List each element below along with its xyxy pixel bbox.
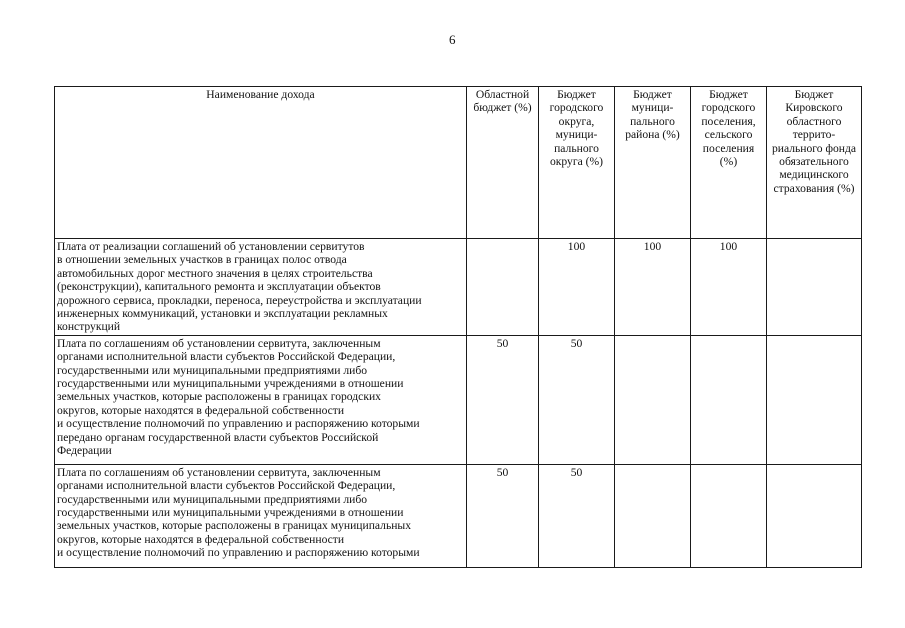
regional-share-cell <box>467 239 539 336</box>
header-town-budget: Бюджет городского поселения, сельского поселения (%) <box>691 87 767 239</box>
header-insurance-fund-budget: Бюджет Кировского областного террито-риального фонда обязательного медицинского страхования (%) <box>767 87 862 239</box>
town-share-cell <box>691 464 767 567</box>
regional-share-cell: 50 <box>467 335 539 464</box>
municipal-share-cell: 100 <box>615 239 691 336</box>
header-municipal-budget: Бюджет муници-пального района (%) <box>615 87 691 239</box>
header-city-budget: Бюджет городского округа, муници-пального округа (%) <box>539 87 615 239</box>
header-regional-budget: Областной бюджет (%) <box>467 87 539 239</box>
fund-share-cell <box>767 464 862 567</box>
header-revenue-name: Наименование дохода <box>55 87 467 239</box>
town-share-cell <box>691 335 767 464</box>
city-share-cell: 50 <box>539 335 615 464</box>
page-number: 6 <box>449 32 456 47</box>
table-row <box>55 335 862 464</box>
table-row <box>55 464 862 567</box>
city-share-cell: 100 <box>539 239 615 336</box>
municipal-share-cell <box>615 335 691 464</box>
revenue-distribution-table <box>54 86 862 568</box>
table-header-row <box>55 87 862 239</box>
town-share-cell: 100 <box>691 239 767 336</box>
regional-share-cell: 50 <box>467 464 539 567</box>
revenue-name-cell: Плата по соглашениям об установлении сервитута, заключенным органами исполнительной власти субъектов Российской Федерации, государственными или муниципальными предприятиями либо государственными или муниципальными учреждениями в отношении земельных участков, которые расположены в границах муниципальных округов, которые находятся в федеральной собственности и осуществление полномочий по управлению и распоряжению которыми <box>55 464 467 567</box>
city-share-cell: 50 <box>539 464 615 567</box>
fund-share-cell <box>767 239 862 336</box>
revenue-name-cell: Плата по соглашениям об установлении сервитута, заключенным органами исполнительной власти субъектов Российской Федерации, государственными или муниципальными предприятиями либо государственными или муниципальными учреждениями в отношении земельных участков, которые расположены в границах городских округов, которые находятся в федеральной собственности и осуществление полномочий по управлению и распоряжению которыми передано органам государственной власти субъектов Российской Федерации <box>55 335 467 464</box>
revenue-name-cell: Плата от реализации соглашений об установлении сервитутов в отношении земельных участков в границах полос отвода автомобильных дорог местного значения в целях строительства (реконструкции), капитального ремонта и эксплуатации объектов дорожного сервиса, прокладки, переноса, переустройства и эксплуатации инженерных коммуникаций, установки и эксплуатации рекламных конструкций <box>55 239 467 336</box>
fund-share-cell <box>767 335 862 464</box>
table-row <box>55 239 862 336</box>
municipal-share-cell <box>615 464 691 567</box>
